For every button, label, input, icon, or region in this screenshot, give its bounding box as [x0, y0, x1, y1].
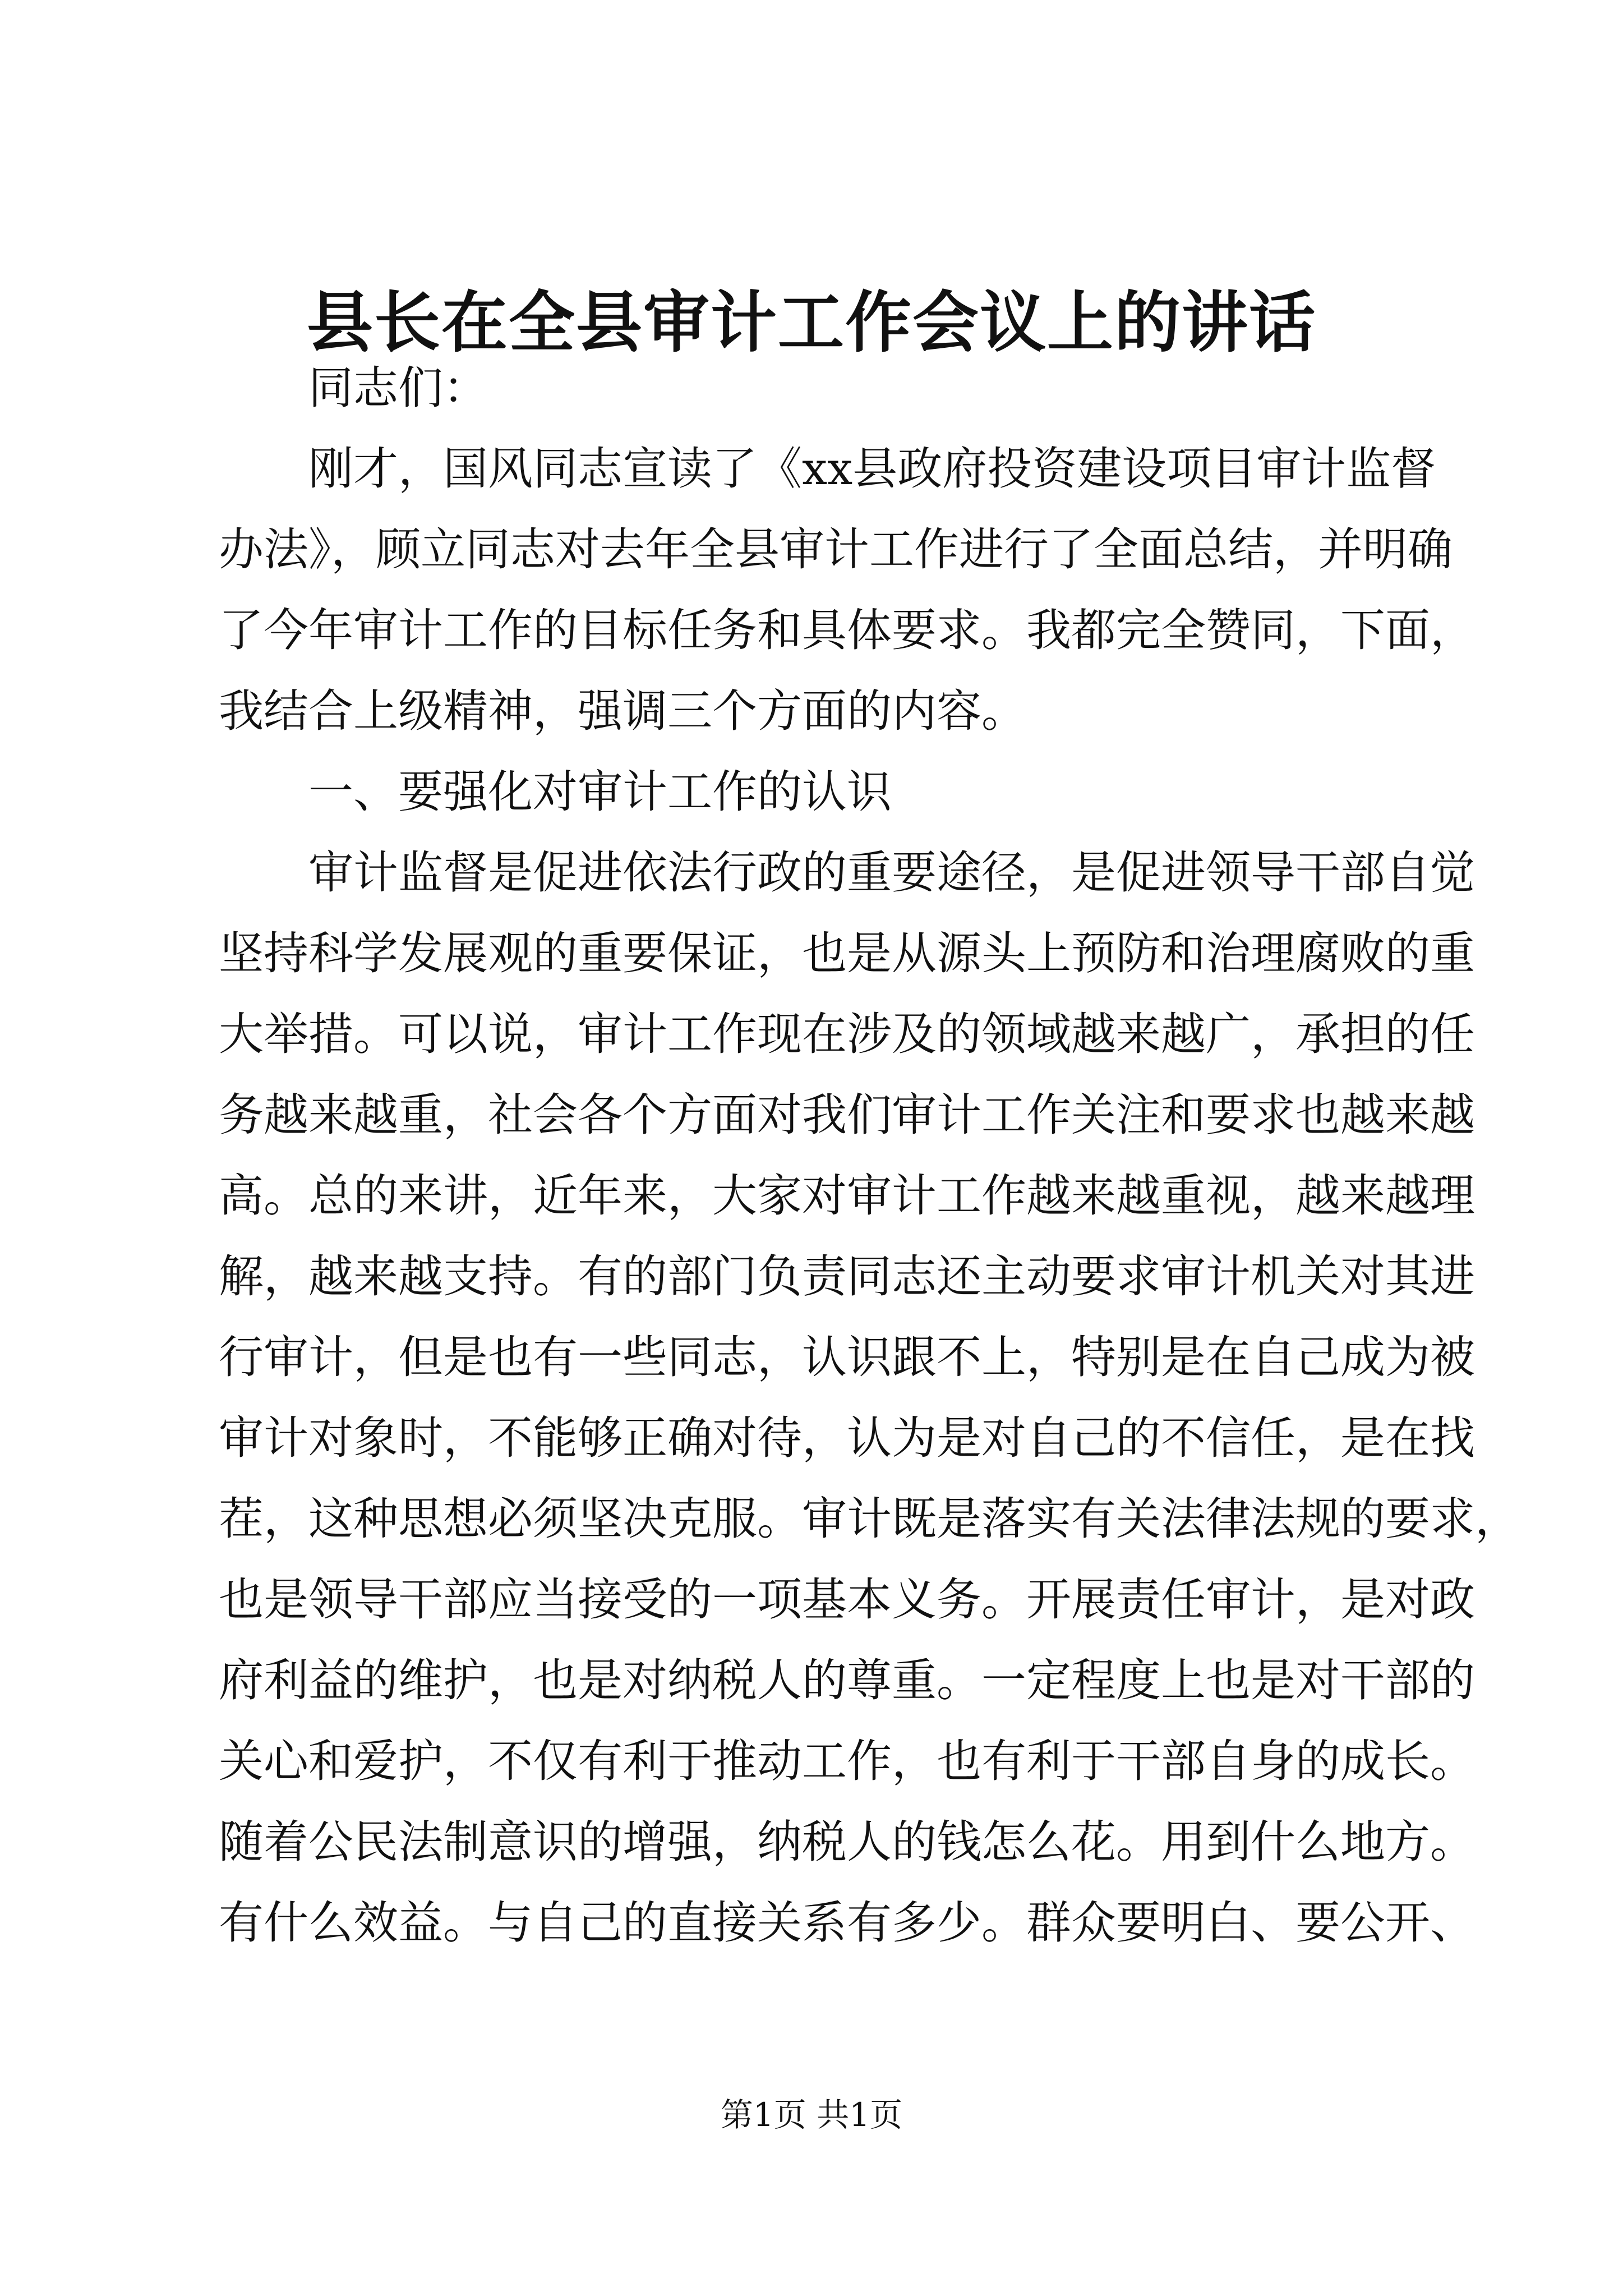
document-title: 县长在全县审计工作会议上的讲话	[306, 283, 1316, 361]
paragraph-line: 关心和爱护，不仅有利于推动工作，也有利于干部自身的成长。	[219, 1735, 1475, 1787]
paragraph-line: 审计对象时，不能够正确对待，认为是对自己的不信任，是在找	[219, 1412, 1475, 1464]
salutation-line: 同志们：	[308, 362, 488, 414]
paragraph-line: 高。总的来讲，近年来，大家对审计工作越来越重视，越来越理	[219, 1170, 1475, 1222]
paragraph-line: 务越来越重，社会各个方面对我们审计工作关注和要求也越来越	[219, 1089, 1475, 1141]
paragraph-line: 审计监督是促进依法行政的重要途径，是促进领导干部自觉	[308, 846, 1475, 899]
paragraph-line: 坚持科学发展观的重要保证，也是从源头上预防和治理腐败的重	[219, 927, 1475, 979]
paragraph-line: 行审计，但是也有一些同志，认识跟不上，特别是在自己成为被	[219, 1331, 1475, 1383]
section-heading: 一、要强化对审计工作的认识	[308, 766, 892, 818]
document-body	[219, 348, 1520, 1963]
paragraph-line: 办法》，顾立同志对去年全县审计工作进行了全面总结，并明确	[219, 523, 1453, 576]
paragraph-line: 解，越来越支持。有的部门负责同志还主动要求审计机关对其进	[219, 1250, 1475, 1303]
paragraph-line: 大举措。可以说，审计工作现在涉及的领域越来越广，承担的任	[219, 1008, 1475, 1060]
page-footer: 第1页 共1页	[720, 2096, 903, 2134]
paragraph-line: 刚才，国风同志宣读了《xx县政府投资建设项目审计监督	[308, 443, 1436, 495]
paragraph-line: 随着公民法制意识的增强，纳税人的钱怎么花。用到什么地方。	[219, 1816, 1475, 1868]
paragraph-line: 府利益的维护，也是对纳税人的尊重。一定程度上也是对干部的	[219, 1654, 1475, 1706]
paragraph-line: 也是领导干部应当接受的一项基本义务。开展责任审计，是对政	[219, 1573, 1475, 1626]
paragraph-line: 有什么效益。与自己的直接关系有多少。群众要明白、要公开、	[219, 1897, 1475, 1949]
paragraph-line: 了今年审计工作的目标任务和具体要求。我都完全赞同，下面，	[219, 604, 1475, 656]
paragraph-line: 茬，这种思想必须坚决克服。审计既是落实有关法律法规的要求，	[219, 1493, 1520, 1545]
paragraph-line: 我结合上级精神，强调三个方面的内容。	[219, 685, 1026, 737]
